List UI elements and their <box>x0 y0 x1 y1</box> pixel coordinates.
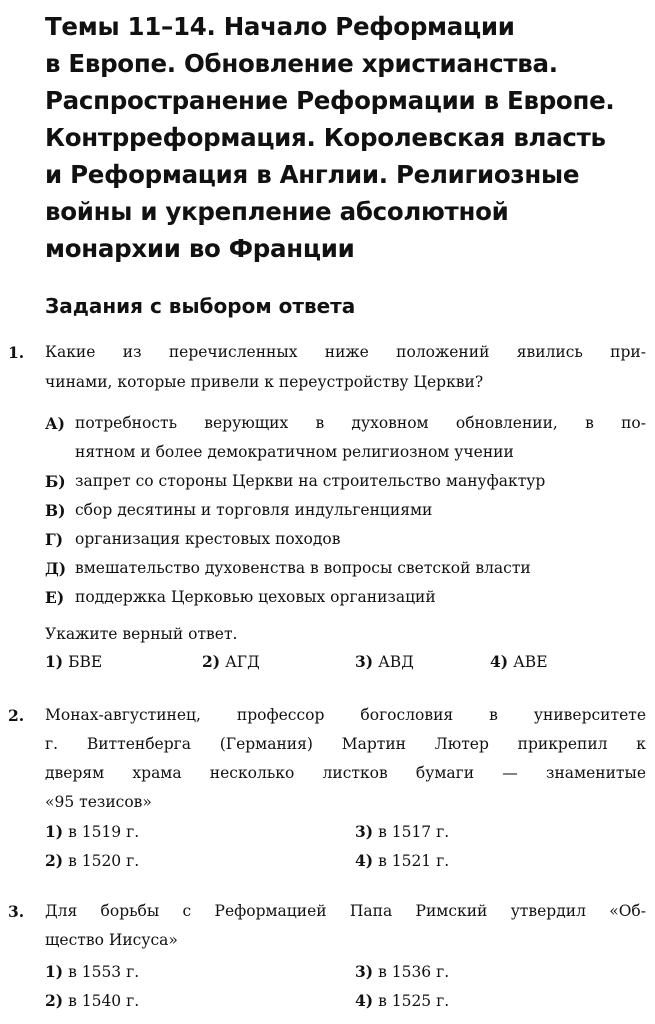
answer-text: БВЕ <box>68 653 103 671</box>
answer-text: в 1525 г. <box>378 992 450 1010</box>
answer-text: в 1540 г. <box>68 992 140 1010</box>
answer-choice <box>202 652 260 671</box>
title-line: войны и укрепление абсолютной <box>45 197 509 226</box>
title-line: монархии во Франции <box>45 234 355 263</box>
answer-choice <box>355 962 449 981</box>
answer-number: 2) <box>202 652 221 671</box>
option-text-line: нятном и более демократичном религиозном учении <box>75 443 514 461</box>
option-letter: Б) <box>45 472 66 491</box>
question-text-line: щество Иисуса» <box>45 931 178 949</box>
option-v <box>45 501 75 520</box>
answer-number: 1) <box>45 652 64 671</box>
answer-number: 1) <box>45 822 64 841</box>
option-letter: Г) <box>45 530 64 549</box>
option-text-line: вмешательство духовенства в вопросы светской власти <box>75 559 531 577</box>
question-text-line: «95 тезисов» <box>45 793 152 811</box>
answer-choice <box>45 962 139 981</box>
answer-number: 2) <box>45 991 64 1010</box>
question-text-line: Монах-августинец, профессор богословия в университете <box>45 706 646 724</box>
option-text-line: поддержка Церковью цеховых организаций <box>75 588 436 606</box>
answer-choice <box>45 822 139 841</box>
question-text-line: дверям храма несколько листков бумаги — знаменитые <box>45 764 646 782</box>
title-line: и Реформация в Англии. Религиозные <box>45 160 580 189</box>
question-text-line: Для борьбы с Реформацией Папа Римский утвердил «Об- <box>45 902 646 920</box>
answer-number: 4) <box>490 652 509 671</box>
option-letter: В) <box>45 501 66 520</box>
answer-number: 3) <box>355 652 374 671</box>
option-letter: Д) <box>45 559 67 578</box>
question-text-line: Какие из перечисленных ниже положений явились при- <box>45 343 646 361</box>
option-a <box>45 414 75 433</box>
title-line: в Европе. Обновление христианства. <box>45 49 558 78</box>
option-b <box>45 472 75 491</box>
answer-choice <box>45 991 139 1010</box>
question-text-line: г. Виттенберга (Германия) Мартин Лютер прикрепил к <box>45 735 646 753</box>
answer-number: 1) <box>45 962 64 981</box>
option-d <box>45 559 75 578</box>
title-line: Распространение Реформации в Европе. <box>45 86 615 115</box>
title-line: Контрреформация. Королевская власть <box>45 123 606 152</box>
option-text-line: потребность верующих в духовном обновлении, в по- <box>75 414 646 432</box>
answer-choice <box>355 991 449 1010</box>
title-line: Темы 11–14. Начало Реформации <box>45 12 515 41</box>
option-g <box>45 530 75 549</box>
option-letter: Е) <box>45 588 65 607</box>
page-title <box>45 8 645 267</box>
option-letter: А) <box>45 414 65 433</box>
answer-number: 2) <box>45 851 64 870</box>
option-text-line: организация крестовых походов <box>75 530 341 548</box>
answer-number: 3) <box>355 822 374 841</box>
answer-number: 4) <box>355 851 374 870</box>
answer-choice <box>45 851 139 870</box>
answer-text: АВД <box>378 653 414 671</box>
answer-text: АГД <box>225 653 260 671</box>
answer-choice <box>355 851 449 870</box>
answer-text: в 1536 г. <box>378 963 450 981</box>
option-text-line: запрет со стороны Церкви на строительство мануфактур <box>75 472 546 490</box>
answer-choice <box>355 822 449 841</box>
answer-choice <box>355 652 414 671</box>
answer-text: в 1520 г. <box>68 852 140 870</box>
section-heading: Задания с выбором ответа <box>45 294 356 318</box>
answer-text: в 1519 г. <box>68 823 140 841</box>
answer-prompt: Укажите верный ответ. <box>45 625 238 643</box>
question-number: 3. <box>8 902 25 921</box>
option-e <box>45 588 75 607</box>
answer-choice <box>490 652 548 671</box>
option-text-line: сбор десятины и торговля индульгенциями <box>75 501 433 519</box>
question-number: 2. <box>8 706 25 725</box>
answer-text: АВЕ <box>513 653 548 671</box>
question-number: 1. <box>8 343 25 362</box>
question-text-line: чинами, которые привели к переустройству Церкви? <box>45 373 484 391</box>
answer-number: 3) <box>355 962 374 981</box>
answer-text: в 1553 г. <box>68 963 140 981</box>
answer-number: 4) <box>355 991 374 1010</box>
answer-choice <box>45 652 102 671</box>
answer-text: в 1521 г. <box>378 852 450 870</box>
answer-text: в 1517 г. <box>378 823 450 841</box>
